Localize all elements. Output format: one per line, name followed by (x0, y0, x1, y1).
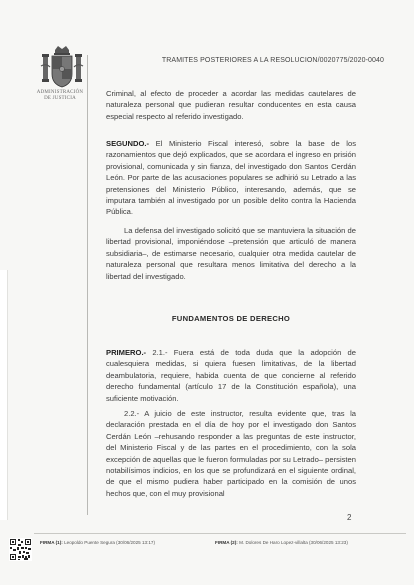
paragraph-5-text: 2.2.- A juicio de este instructor, resulta evidente que, tras la declaración prestada en el día de hoy por el investigado don Santos Cerdán León –rehusando responder a las preguntas de este instructor, del Ministerio Fiscal y de las partes en el procedimiento, con la sola excepción de aquellas que le fueron formuladas por su Letrado– persisten notabilísimos indicios, en los que se profundizará en el siguiente ordinal, de que el mismo pudiera haber participado en la comisión de unos hechos que, con el muy provisional (106, 409, 356, 498)
scan-edge (0, 270, 8, 520)
paragraph-1-text: Criminal, al efecto de proceder a acordar las medidas cautelares de naturaleza personal que pudieran resultar conducentes en esta causa especial respecto al referido investigado. (106, 89, 356, 121)
case-reference: TRAMITES POSTERIORES A LA RESOLUCION/0020775/2020-0040 (161, 57, 384, 64)
institution-line-1: ADMINISTRACIÓN (36, 90, 84, 95)
institution-line-2: DE JUSTICIA (44, 96, 76, 101)
primero-label: PRIMERO.- (106, 348, 147, 357)
margin-line (87, 55, 88, 515)
signature-1-label: FIRMA (1): (40, 540, 63, 545)
paragraph-5 (106, 408, 356, 499)
signature-1 (40, 540, 155, 545)
paragraph-3-text: La defensa del investigado solicitó que se mantuviera la situación de libertad provisional, imponiéndose –pretensión que articuló de manera subsidiaria–, de estimarse necesario, cualquier otra medida cautelar de naturaleza personal que resultara menos limitativa del derecho a la libertad del investigado. (106, 226, 356, 281)
segundo-label: SEGUNDO.- (106, 139, 150, 148)
signature-2 (215, 540, 348, 545)
qr-code-icon (9, 538, 32, 561)
primero-text: 2.1.- Fuera está de toda duda que la adopción de cualesquiera medidas, si quiera fuesen limitativas, de la libertad deambulatoria, requiere, habida cuenta de que concierne al referido derecho fundamental (artículo 17 de la Constitución española), una suficiente motivación. (106, 348, 356, 403)
signature-2-label: FIRMA (2): (215, 540, 238, 545)
page-number: 2 (347, 513, 352, 522)
institution-label (28, 90, 92, 102)
signature-2-text: M. Dolores De Haro Lopez-villalta (30/06/2025 13:23) (239, 540, 348, 545)
paragraph-primero (106, 347, 356, 404)
segundo-text: El Ministerio Fiscal interesó, sobre la base de los razonamientos que dejó explicados, que se acordara el ingreso en prisión provisional, comunicada y sin fianza, del investigado don Santos Cerdán León. Por parte de las acusaciones populares se adhirió su Letrado a las pretensiones del Ministerio Público, interesando, además, que se imputara también al investigado por un posible delito contra la Hacienda Pública. (106, 139, 356, 217)
signature-1-text: Leopoldo Puente Segura (30/06/2025 13:17) (64, 540, 156, 545)
coat-of-arms-icon (40, 44, 84, 92)
section-heading: FUNDAMENTOS DE DERECHO (171, 314, 291, 323)
paragraph-1 (106, 88, 356, 122)
paragraph-3 (106, 225, 356, 282)
footer-divider (34, 533, 406, 534)
paragraph-segundo (106, 138, 356, 218)
